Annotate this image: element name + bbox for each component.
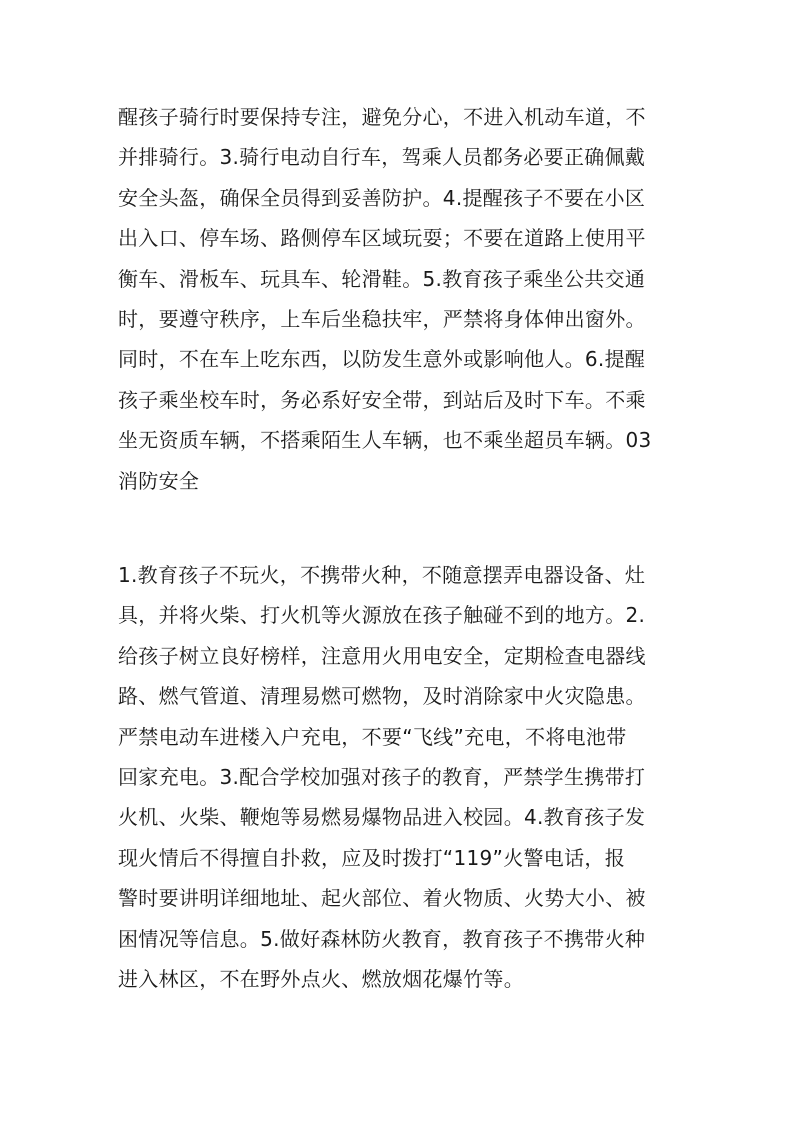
text-line: 并排骑行。3.骑行电动自行车，驾乘人员都务必要正确佩戴 xyxy=(118,145,646,170)
paragraph-fire-safety xyxy=(118,555,678,999)
text-line: 同时，不在车上吃东西，以防发生意外或影响他人。6.提醒 xyxy=(118,347,646,372)
text-line: 具，并将火柴、打火机等火源放在孩子触碰不到的地方。2. xyxy=(118,603,646,628)
text-line: 回家充电。3.配合学校加强对孩子的教育，严禁学生携带打 xyxy=(118,764,646,789)
text-line: 进入林区，不在野外点火、燃放烟花爆竹等。 xyxy=(118,966,524,991)
text-line: 给孩子树立良好榜样，注意用火用电安全，定期检查电器线 xyxy=(118,643,646,668)
text-line: 路、燃气管道、清理易燃可燃物，及时消除家中火灾隐患。 xyxy=(118,684,646,709)
text-line: 孩子乘坐校车时，务必系好安全带，到站后及时下车。不乘 xyxy=(118,387,646,412)
text-line: 1.教育孩子不玩火，不携带火种，不随意摆弄电器设备、灶 xyxy=(118,563,646,587)
text-line: 严禁电动车进楼入户充电，不要“飞线”充电，不将电池带 xyxy=(118,724,627,749)
text-line: 现火情后不得擅自扑救，应及时拨打“119”火警电话，报 xyxy=(118,845,625,870)
paragraph-traffic-safety xyxy=(118,97,678,501)
text-line: 困情况等信息。5.做好森林防火教育，教育孩子不携带火种 xyxy=(118,926,646,951)
text-line: 出入口、停车场、路侧停车区域玩耍；不要在道路上使用平 xyxy=(118,226,646,251)
section-heading-fire-safety: 消防安全 xyxy=(118,468,200,493)
text-line: 安全头盔，确保全员得到妥善防护。4.提醒孩子不要在小区 xyxy=(118,185,646,210)
text-line: 衡车、滑板车、玩具车、轮滑鞋。5.教育孩子乘坐公共交通 xyxy=(118,266,646,291)
text-line: 醒孩子骑行时要保持专注，避免分心，不进入机动车道，不 xyxy=(118,105,646,129)
text-line: 警时要讲明详细地址、起火部位、着火物质、火势大小、被 xyxy=(118,886,646,911)
text-line: 时，要遵守秩序，上车后坐稳扶牢，严禁将身体伸出窗外。 xyxy=(118,306,646,331)
text-line: 坐无资质车辆，不搭乘陌生人车辆，也不乘坐超员车辆。03 xyxy=(118,428,652,453)
text-line: 火机、火柴、鞭炮等易燃易爆物品进入校园。4.教育孩子发 xyxy=(118,805,646,830)
